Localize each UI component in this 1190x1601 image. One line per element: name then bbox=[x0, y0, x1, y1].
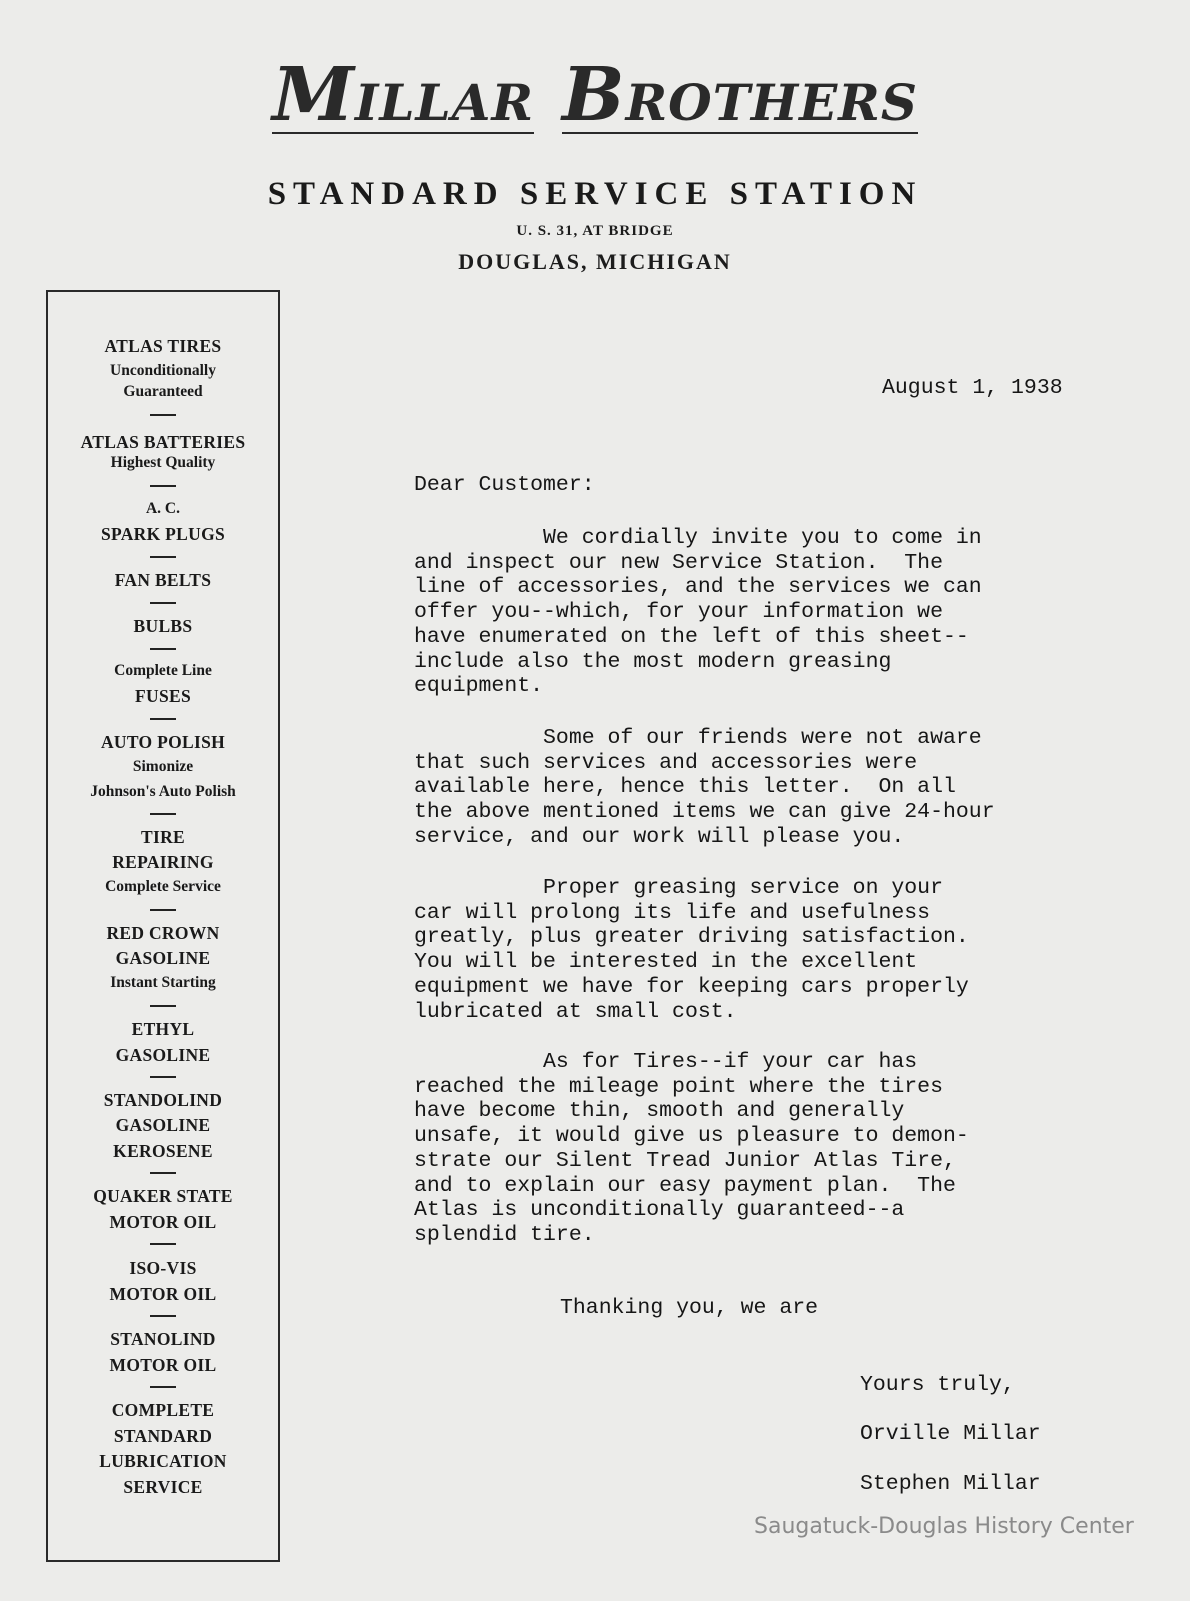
salutation: Dear Customer: bbox=[414, 473, 595, 497]
signatory-1: Orville Millar bbox=[860, 1422, 1041, 1446]
closing-line: Thanking you, we are bbox=[560, 1296, 819, 1320]
sidebar-divider bbox=[150, 1005, 176, 1007]
sidebar-line: SERVICE bbox=[123, 1477, 203, 1497]
paragraph-2: Some of our friends were not aware that such services and accessories were available here, hence this letter. On all the above mentioned items we can give 24-hour service, and our work will please you. bbox=[414, 726, 995, 849]
address-line-1: U. S. 31, AT BRIDGE bbox=[516, 223, 674, 239]
sidebar-line: Highest Quality bbox=[110, 454, 216, 471]
sidebar-line: Complete Service bbox=[105, 878, 221, 895]
sidebar-line: ISO-VIS bbox=[129, 1258, 197, 1278]
paragraph-4: As for Tires--if your car has reached the mileage point where the tires have become thin, smooth and generally unsafe, it would give us pleasure to demon- strate our Silent Tread Junior Atlas Tire, and to explain our easy payment plan. The Atlas is unconditionally guaranteed--a splendid tire. bbox=[414, 1050, 969, 1247]
sidebar-divider bbox=[150, 1172, 176, 1174]
sidebar-line: Guaranteed bbox=[123, 383, 203, 400]
sidebar-divider bbox=[150, 1386, 176, 1388]
address-line-2: DOUGLAS, MICHIGAN bbox=[458, 249, 732, 274]
sidebar-divider bbox=[150, 718, 176, 720]
sidebar-line: ATLAS BATTERIES bbox=[80, 432, 246, 452]
sidebar-divider bbox=[150, 813, 176, 815]
sidebar-line: STANDARD bbox=[113, 1426, 213, 1446]
sidebar-line: REPAIRING bbox=[112, 852, 214, 872]
letter-date: August 1, 1938 bbox=[882, 376, 1063, 400]
sidebar-line: Complete Line bbox=[114, 662, 212, 679]
sidebar-line: COMPLETE bbox=[111, 1400, 215, 1420]
sidebar-divider bbox=[150, 1243, 176, 1245]
sidebar-line: FUSES bbox=[135, 686, 191, 706]
sidebar-line: ATLAS TIRES bbox=[104, 336, 222, 356]
sidebar-line: GASOLINE bbox=[115, 1115, 211, 1135]
signatory-2: Stephen Millar bbox=[860, 1472, 1041, 1496]
sidebar-line: GASOLINE bbox=[115, 1045, 211, 1065]
sidebar-line: Simonize bbox=[132, 758, 194, 775]
sidebar-line: Unconditionally bbox=[110, 362, 216, 379]
sidebar-line: Instant Starting bbox=[110, 974, 216, 991]
logo-cap-m: M bbox=[272, 52, 355, 138]
sidebar-divider bbox=[150, 485, 176, 487]
watermark: Saugatuck-Douglas History Center bbox=[754, 1514, 1134, 1539]
sidebar-line: STANOLIND bbox=[110, 1329, 216, 1349]
sidebar-line: KEROSENE bbox=[113, 1141, 213, 1161]
sidebar-line: GASOLINE bbox=[115, 948, 211, 968]
logo-word-brothers bbox=[562, 52, 918, 138]
sidebar-line: LUBRICATION bbox=[99, 1451, 227, 1471]
sidebar-line: MOTOR OIL bbox=[109, 1355, 217, 1375]
sidebar-divider bbox=[150, 414, 176, 416]
services-sidebar bbox=[46, 290, 280, 1562]
sidebar-divider bbox=[150, 909, 176, 911]
logo-cap-b: B bbox=[562, 52, 626, 138]
sidebar-divider bbox=[150, 1315, 176, 1317]
sidebar-divider bbox=[150, 556, 176, 558]
sidebar-line: A. C. bbox=[145, 500, 180, 517]
station-title: STANDARD SERVICE STATION bbox=[267, 176, 923, 212]
sidebar-line: AUTO POLISH bbox=[100, 732, 226, 752]
sidebar-divider bbox=[150, 602, 176, 604]
sidebar-line: Johnson's Auto Polish bbox=[90, 783, 236, 800]
sidebar-line: MOTOR OIL bbox=[109, 1284, 217, 1304]
logo-rest-brothers: ROTHERS bbox=[625, 73, 918, 132]
valediction: Yours truly, bbox=[860, 1373, 1015, 1397]
company-logo bbox=[0, 52, 1190, 138]
sidebar-line: FAN BELTS bbox=[114, 570, 212, 590]
sidebar-line: RED CROWN bbox=[106, 923, 220, 943]
sidebar-line: ETHYL bbox=[131, 1019, 195, 1039]
sidebar-line: BULBS bbox=[133, 616, 193, 636]
sidebar-divider bbox=[150, 1076, 176, 1078]
sidebar-line: QUAKER STATE bbox=[93, 1186, 233, 1206]
paragraph-1: We cordially invite you to come in and inspect our new Service Station. The line of accessories, and the services we can offer you--which, for your information we have enumerated on the left of this sheet-- include also the most modern greasing equipment. bbox=[414, 526, 982, 699]
sidebar-line: SPARK PLUGS bbox=[100, 524, 226, 544]
sidebar-line: MOTOR OIL bbox=[109, 1212, 217, 1232]
paragraph-3: Proper greasing service on your car will prolong its life and usefulness greatly, plus greater driving satisfaction. You will be interested in the excellent equipment we have for keeping cars properly lubricated at small cost. bbox=[414, 876, 969, 1024]
logo-word-millar bbox=[272, 52, 535, 138]
sidebar-line: TIRE bbox=[141, 827, 185, 847]
logo-rest-millar: ILLAR bbox=[354, 73, 535, 132]
sidebar-divider bbox=[150, 648, 176, 650]
sidebar-line: STANDOLIND bbox=[103, 1090, 223, 1110]
